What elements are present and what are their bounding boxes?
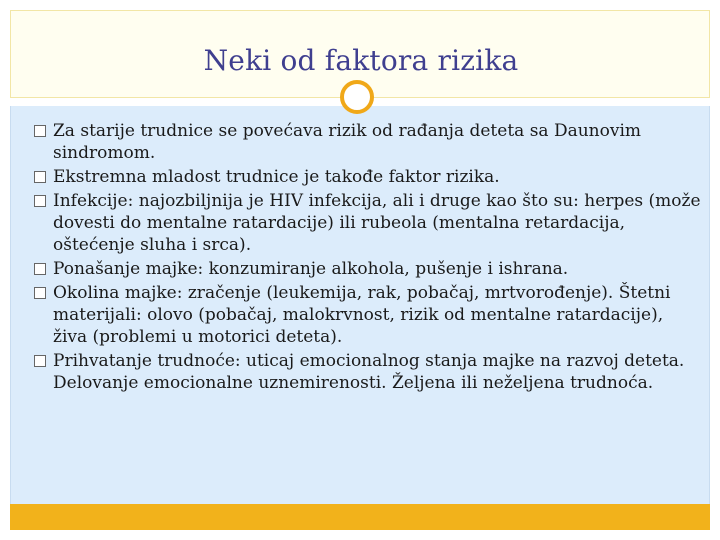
ring-icon [340, 80, 374, 114]
bullet-text: Okolina majke: zračenje (leukemija, rak, pobačaj, mrtvorođenje). Štetni materijali: olovo (pobačaj, malokrvnost, rizik od mentalne ratardacije), živa (problemi u motorici deteta). [53, 283, 671, 347]
bullet-text: Infekcije: najozbiljnija je HIV infekcija, ali i druge kao što su: herpes (može dovesti do mentalne ratardacije) ili rubeola (mentalna retardacija, oštećenje sluha i srca). [53, 191, 701, 255]
bullet-item [34, 258, 702, 280]
square-bullet-icon [34, 263, 46, 275]
square-bullet-icon [34, 287, 46, 299]
bullet-text: Ponašanje majke: konzumiranje alkohola, pušenje i ishrana. [53, 259, 569, 279]
bullet-text: Za starije trudnice se povećava rizik od rađanja deteta sa Daunovim sindromom. [53, 121, 642, 163]
bullet-item [34, 282, 702, 348]
bullet-item [34, 190, 702, 256]
bottom-accent-bar [10, 504, 710, 530]
square-bullet-icon [34, 355, 46, 367]
square-bullet-icon [34, 195, 46, 207]
bullet-item [34, 166, 702, 188]
bullet-item [34, 350, 702, 394]
bullet-item [34, 120, 702, 164]
bullet-text: Ekstremna mladost trudnice je takođe faktor rizika. [53, 167, 500, 187]
bullet-text: Prihvatanje trudnoće: uticaj emocionalnog stanja majke na razvoj deteta. Delovanje emocionalne uznemirenosti. Željena ili neželjena trudnoća. [53, 351, 685, 393]
square-bullet-icon [34, 171, 46, 183]
bullet-list [34, 120, 702, 396]
slide-title: Neki od faktora rizika [203, 44, 519, 77]
square-bullet-icon [34, 125, 46, 137]
